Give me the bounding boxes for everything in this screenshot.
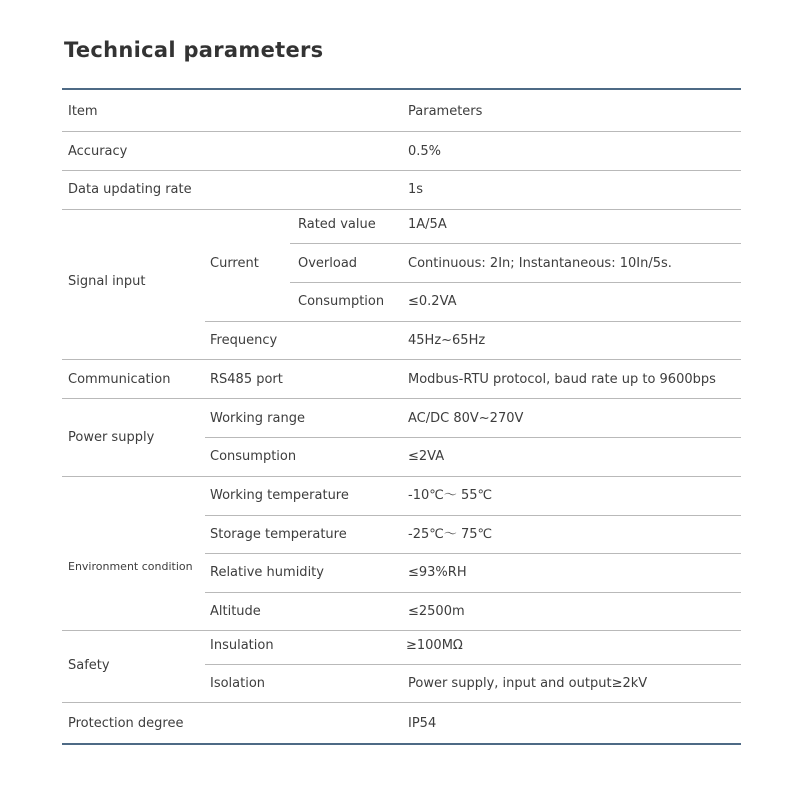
working-range-value: AC/DC 80V~270V — [408, 411, 524, 426]
communication-value: Modbus-RTU protocol, baud rate up to 9600bps — [408, 372, 716, 387]
accuracy-label: Accuracy — [68, 144, 128, 159]
accuracy-value: 0.5% — [408, 144, 442, 159]
working-range-label: Working range — [210, 411, 305, 426]
altitude-label: Altitude — [210, 604, 261, 619]
altitude-value: ≤2500m — [408, 604, 465, 619]
storage-temperature-value: -25℃～ 75℃ — [408, 527, 493, 542]
table-top-rule — [62, 88, 741, 90]
protection-degree-value: IP54 — [408, 716, 437, 731]
row-divider — [62, 398, 741, 399]
insulation-value: ≥100MΩ — [406, 638, 463, 653]
power-consumption-label: Consumption — [210, 449, 297, 464]
working-temperature-label: Working temperature — [210, 488, 349, 503]
row-divider — [62, 170, 741, 171]
environment-label: Environment condition — [68, 560, 193, 573]
row-divider — [205, 437, 741, 438]
data-rate-value: 1s — [408, 182, 424, 197]
protection-degree-label: Protection degree — [68, 716, 184, 731]
table-bottom-rule — [62, 743, 741, 745]
row-divider — [205, 664, 741, 665]
row-divider — [205, 592, 741, 593]
safety-label: Safety — [68, 658, 110, 673]
power-supply-label: Power supply — [68, 430, 155, 445]
row-divider — [62, 476, 741, 477]
power-consumption-value: ≤2VA — [408, 449, 445, 464]
row-divider — [290, 282, 741, 283]
frequency-value: 45Hz~65Hz — [408, 333, 486, 348]
isolation-value: Power supply, input and output≥2kV — [408, 676, 648, 691]
overload-value: Continuous: 2In; Instantaneous: 10In/5s. — [408, 256, 672, 271]
humidity-value: ≤93%RH — [408, 565, 467, 580]
rated-value-label: Rated value — [298, 217, 376, 232]
rated-value-value: 1A/5A — [408, 217, 447, 232]
row-divider — [205, 553, 741, 554]
header-item: Item — [68, 104, 98, 119]
row-divider — [205, 321, 741, 322]
communication-label: Communication — [68, 372, 171, 387]
current-consumption-value: ≤0.2VA — [408, 294, 457, 309]
current-label: Current — [210, 256, 259, 271]
storage-temperature-label: Storage temperature — [210, 527, 347, 542]
isolation-label: Isolation — [210, 676, 266, 691]
working-temperature-value: -10℃～ 55℃ — [408, 488, 493, 503]
row-divider — [62, 359, 741, 360]
insulation-label: Insulation — [210, 638, 274, 653]
humidity-label: Relative humidity — [210, 565, 324, 580]
row-divider — [62, 702, 741, 703]
row-divider — [62, 131, 741, 132]
row-divider — [62, 630, 741, 631]
page-title: Technical parameters — [64, 38, 324, 62]
current-consumption-label: Consumption — [298, 294, 385, 309]
rs485-port-label: RS485 port — [210, 372, 283, 387]
signal-input-label: Signal input — [68, 274, 146, 289]
overload-label: Overload — [298, 256, 358, 271]
header-parameters: Parameters — [408, 104, 483, 119]
row-divider — [205, 515, 741, 516]
data-rate-label: Data updating rate — [68, 182, 192, 197]
row-divider — [62, 209, 741, 210]
frequency-label: Frequency — [210, 333, 278, 348]
row-divider — [290, 243, 741, 244]
